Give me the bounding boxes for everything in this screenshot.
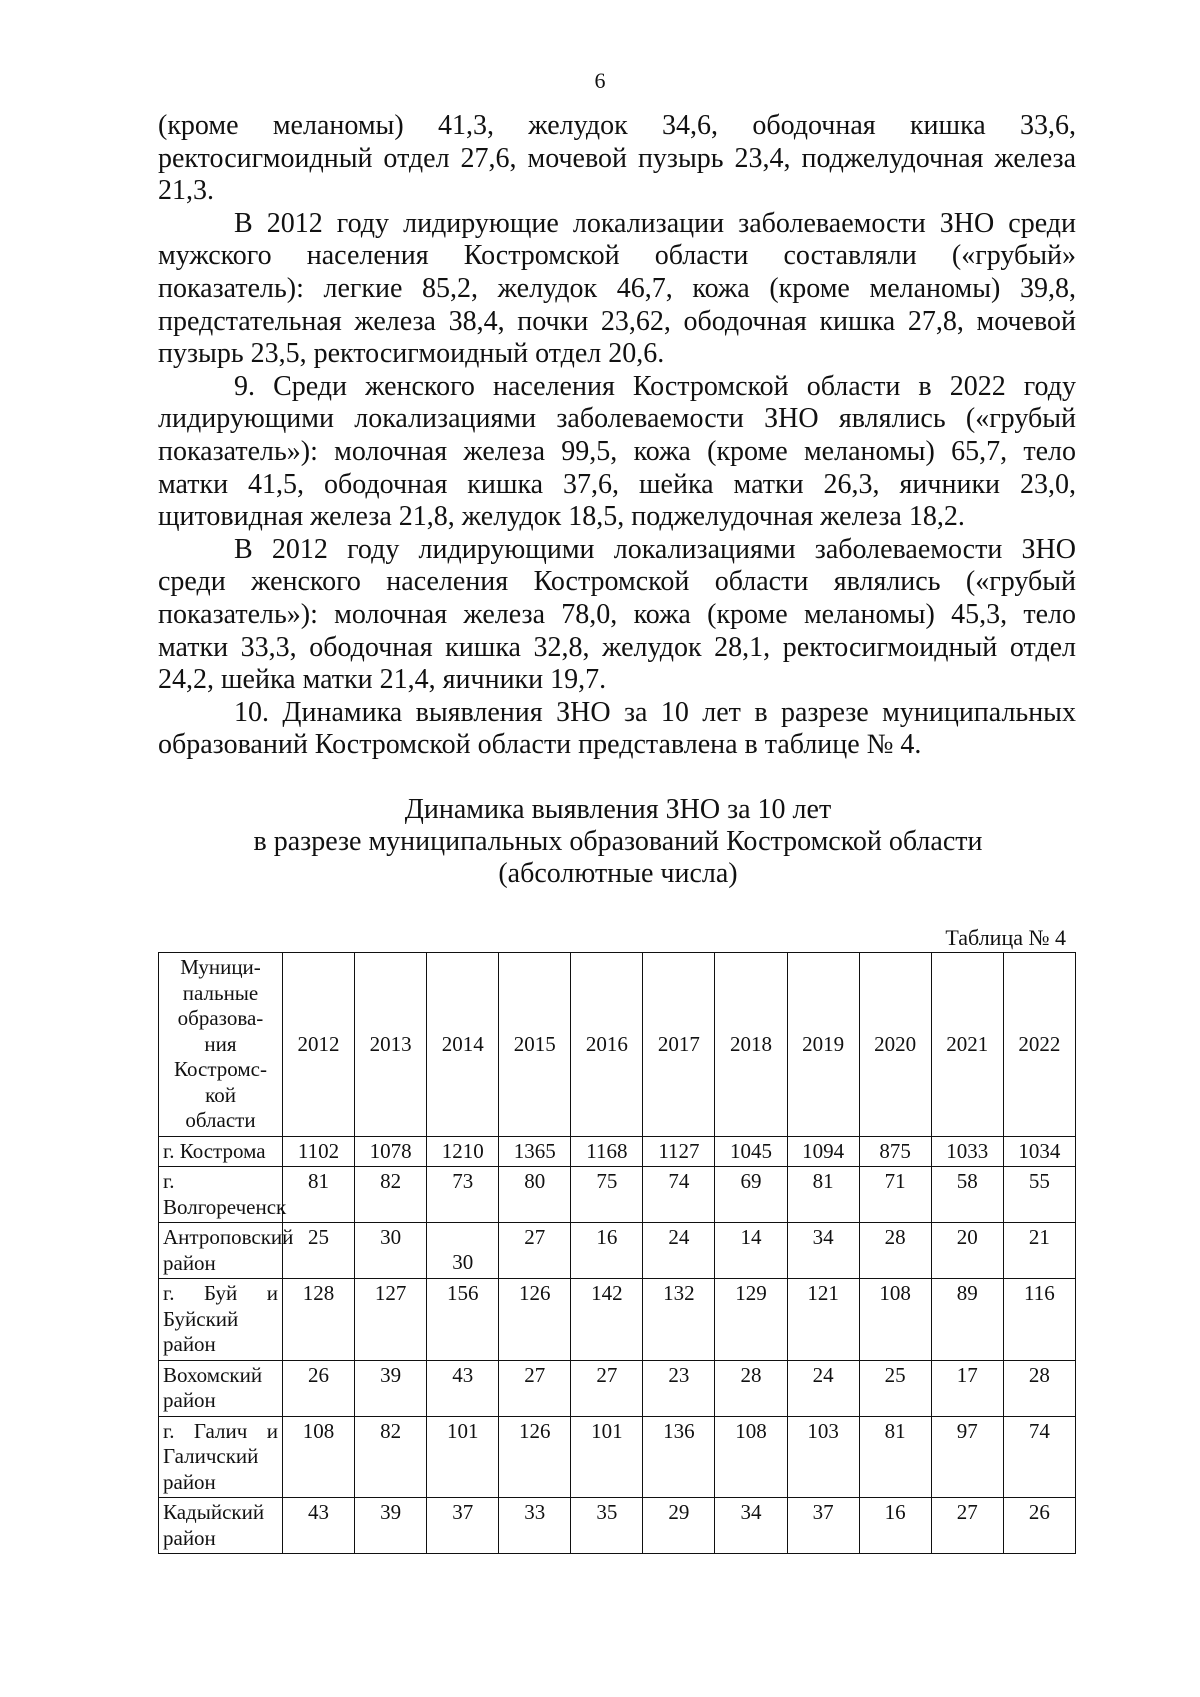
header-line: области <box>185 1108 256 1132</box>
value-cell: 14 <box>715 1223 787 1279</box>
paragraph: (кроме меланомы) 41,3, желудок 34,6, ободочная кишка 33,6, ректосигмоидный отдел 27,6, мочевой пузырь 23,4, поджелудочная железа 21,3. <box>158 110 1076 207</box>
value-cell: 128 <box>283 1279 355 1361</box>
value-cell: 34 <box>715 1498 787 1554</box>
value-cell: 74 <box>643 1167 715 1223</box>
value-cell: 1045 <box>715 1136 787 1167</box>
paragraph: 9. Среди женского населения Костромской области в 2022 году лидирующими локализациями заболеваемости ЗНО являлись («грубый показатель»): молочная железа 99,5, кожа (кроме меланомы) 65,7, тело матки 41,5, ободочная кишка 37,6, шейка матки 26,3, яичники 23,0, щитовидная железа 21,8, желудок 18,5, поджелудочная железа 18,2. <box>158 370 1076 533</box>
table-caption-line: (абсолютные числа) <box>498 858 738 889</box>
value-cell: 1210 <box>427 1136 499 1167</box>
value-cell: 97 <box>931 1416 1003 1498</box>
value-cell: 81 <box>283 1167 355 1223</box>
value-cell: 1102 <box>283 1136 355 1167</box>
header-line: ния <box>204 1031 237 1056</box>
value-cell: 25 <box>283 1223 355 1279</box>
value-cell: 39 <box>355 1360 427 1416</box>
value-cell: 1033 <box>931 1136 1003 1167</box>
table-row <box>159 1416 1076 1498</box>
value-cell: 81 <box>859 1416 931 1498</box>
value-cell: 43 <box>283 1498 355 1554</box>
paragraph: В 2012 году лидирующие локализации заболеваемости ЗНО среди мужского населения Костромской области составляли («грубый» показатель): легкие 85,2, желудок 46,7, кожа (кроме меланомы) 39,8, предстательная железа 38,4, почки 23,62, ободочная кишка 27,8, мочевой пузырь 23,5, ректосигмоидный отдел 20,6. <box>158 207 1076 370</box>
table-row <box>159 1279 1076 1361</box>
year-column-header: 2012 <box>283 953 355 1137</box>
value-cell: 33 <box>499 1498 571 1554</box>
year-column-header: 2013 <box>355 953 427 1137</box>
value-cell: 37 <box>787 1498 859 1554</box>
value-cell: 82 <box>355 1416 427 1498</box>
year-column-header: 2015 <box>499 953 571 1137</box>
value-cell: 37 <box>427 1498 499 1554</box>
municipality-cell: г. Кострома <box>159 1136 283 1167</box>
header-line: образова- <box>177 1006 264 1030</box>
value-cell: 43 <box>427 1360 499 1416</box>
header-line: Костромс- <box>174 1057 267 1081</box>
value-cell: 71 <box>859 1167 931 1223</box>
year-column-header: 2014 <box>427 953 499 1137</box>
value-cell: 1094 <box>787 1136 859 1167</box>
value-cell: 121 <box>787 1279 859 1361</box>
value-cell: 17 <box>931 1360 1003 1416</box>
table-caption <box>0 794 1200 890</box>
municipality-cell: г. Волгореченск <box>159 1167 283 1223</box>
municipality-cell: г. Буй и Буйский район <box>159 1279 283 1361</box>
value-cell: 74 <box>1003 1416 1075 1498</box>
value-cell: 69 <box>715 1167 787 1223</box>
value-cell: 126 <box>499 1416 571 1498</box>
value-cell: 103 <box>787 1416 859 1498</box>
municipality-cell: Антроповский район <box>159 1223 283 1279</box>
year-column-header: 2021 <box>931 953 1003 1137</box>
value-cell: 82 <box>355 1167 427 1223</box>
table-row <box>159 1498 1076 1554</box>
municipality-column-header <box>159 953 283 1137</box>
value-cell: 126 <box>499 1279 571 1361</box>
table-caption-line: Динамика выявления ЗНО за 10 лет <box>404 794 832 825</box>
value-cell: 875 <box>859 1136 931 1167</box>
value-cell: 108 <box>715 1416 787 1498</box>
header-line: кой <box>205 1082 236 1107</box>
table-row <box>159 1360 1076 1416</box>
table-row <box>159 1223 1076 1279</box>
value-cell: 27 <box>571 1360 643 1416</box>
page-number: 6 <box>594 68 606 93</box>
table-header-row <box>159 953 1076 1137</box>
value-cell: 30 <box>427 1223 499 1279</box>
municipality-cell: Кадыйский район <box>159 1498 283 1554</box>
municipality-cell: Вохомский район <box>159 1360 283 1416</box>
value-cell: 39 <box>355 1498 427 1554</box>
paragraph: В 2012 году лидирующими локализациями заболеваемости ЗНО среди женского населения Костромской области являлись («грубый показатель»): молочная железа 78,0, кожа (кроме меланомы) 45,3, тело матки 33,3, ободочная кишка 32,8, желудок 28,1, ректосигмоидный отдел 24,2, шейка матки 21,4, яичники 19,7. <box>158 533 1076 696</box>
value-cell: 29 <box>643 1498 715 1554</box>
value-cell: 16 <box>859 1498 931 1554</box>
header-line: Муници- <box>180 955 261 979</box>
value-cell: 136 <box>643 1416 715 1498</box>
year-column-header: 2020 <box>859 953 931 1137</box>
value-cell: 35 <box>571 1498 643 1554</box>
table-caption-line: в разрезе муниципальных образований Костромской области <box>253 826 983 857</box>
value-cell: 26 <box>1003 1498 1075 1554</box>
value-cell: 73 <box>427 1167 499 1223</box>
year-column-header: 2019 <box>787 953 859 1137</box>
value-cell: 16 <box>571 1223 643 1279</box>
value-cell: 116 <box>1003 1279 1075 1361</box>
table-body <box>159 1136 1076 1554</box>
value-cell: 26 <box>283 1360 355 1416</box>
value-cell: 27 <box>499 1360 571 1416</box>
year-column-header: 2022 <box>1003 953 1075 1137</box>
year-column-header: 2018 <box>715 953 787 1137</box>
value-cell: 27 <box>931 1498 1003 1554</box>
value-cell: 20 <box>931 1223 1003 1279</box>
value-cell: 28 <box>859 1223 931 1279</box>
data-table <box>158 952 1076 1554</box>
value-cell: 101 <box>571 1416 643 1498</box>
value-cell: 127 <box>355 1279 427 1361</box>
value-cell: 30 <box>355 1223 427 1279</box>
value-cell: 28 <box>715 1360 787 1416</box>
value-cell: 156 <box>427 1279 499 1361</box>
year-column-header: 2016 <box>571 953 643 1137</box>
value-cell: 25 <box>859 1360 931 1416</box>
value-cell: 24 <box>643 1223 715 1279</box>
year-column-header: 2017 <box>643 953 715 1137</box>
value-cell: 55 <box>1003 1167 1075 1223</box>
value-cell: 1127 <box>643 1136 715 1167</box>
value-cell: 28 <box>1003 1360 1075 1416</box>
table-row <box>159 1136 1076 1167</box>
value-cell: 81 <box>787 1167 859 1223</box>
value-cell: 142 <box>571 1279 643 1361</box>
body-text <box>158 110 1076 762</box>
value-cell: 58 <box>931 1167 1003 1223</box>
value-cell: 1365 <box>499 1136 571 1167</box>
value-cell: 1078 <box>355 1136 427 1167</box>
value-cell: 108 <box>283 1416 355 1498</box>
value-cell: 101 <box>427 1416 499 1498</box>
value-cell: 132 <box>643 1279 715 1361</box>
value-cell: 89 <box>931 1279 1003 1361</box>
value-cell: 21 <box>1003 1223 1075 1279</box>
table-label: Таблица № 4 <box>945 925 1066 950</box>
value-cell: 108 <box>859 1279 931 1361</box>
table-row <box>159 1167 1076 1223</box>
municipality-cell: г. Галич и Галичский район <box>159 1416 283 1498</box>
value-cell: 23 <box>643 1360 715 1416</box>
value-cell: 80 <box>499 1167 571 1223</box>
value-cell: 1168 <box>571 1136 643 1167</box>
value-cell: 34 <box>787 1223 859 1279</box>
value-cell: 1034 <box>1003 1136 1075 1167</box>
value-cell: 27 <box>499 1223 571 1279</box>
value-cell: 75 <box>571 1167 643 1223</box>
value-cell: 24 <box>787 1360 859 1416</box>
value-cell: 129 <box>715 1279 787 1361</box>
header-line: пальные <box>182 980 259 1005</box>
paragraph: 10. Динамика выявления ЗНО за 10 лет в разрезе муниципальных образований Костромской области представлена в таблице № 4. <box>158 696 1076 761</box>
